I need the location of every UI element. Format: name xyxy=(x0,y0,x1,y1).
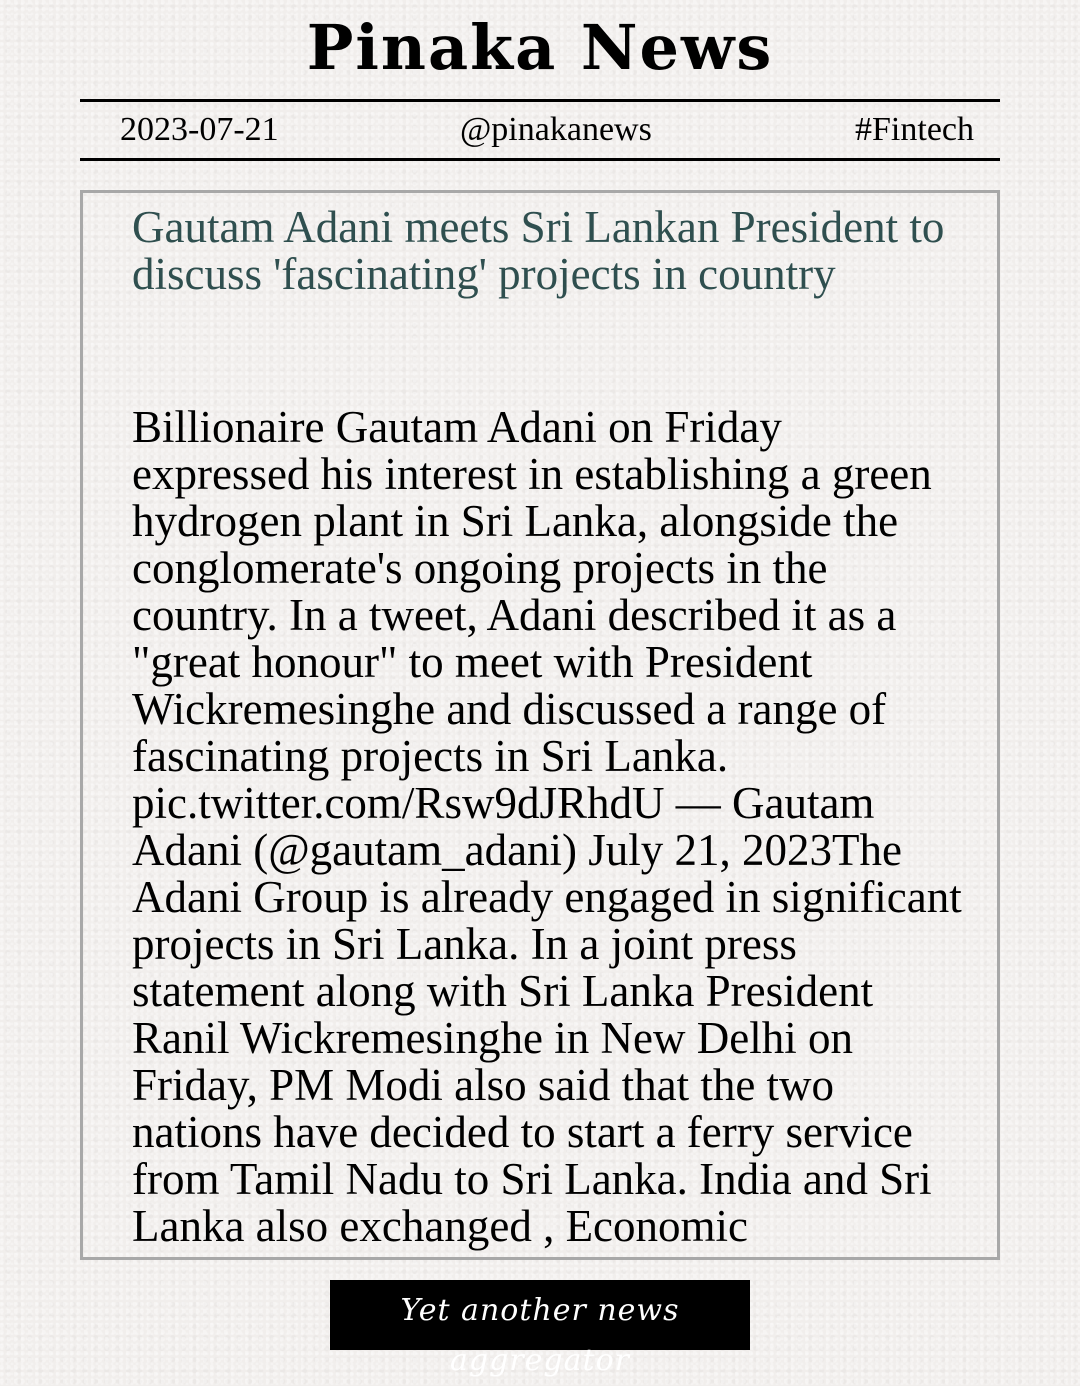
footer-tagline: Yet another news aggregator xyxy=(400,1293,680,1378)
publish-date: 2023-07-21 xyxy=(120,111,279,148)
article-body: Billionaire Gautam Adani on Friday expressed his interest in establishing a green hydrogen plant in Sri Lanka, alongside the conglomerate's ongoing projects in the country. In a tweet, Adani described it as a "great honour" to meet with President Wickremesinghe and discussed a range of fascinating projects in Sri Lanka. pic.twitter.com/Rsw9dJRhdU — Gautam Adani (@gautam_adani) July 21, 2023The Adani Group is already engaged in significant projects in Sri Lanka. In a joint press statement along with Sri Lanka President Ranil Wickremesinghe in New Delhi on Friday, PM Modi also said that the two nations have decided to start a ferry service from Tamil Nadu to Sri Lanka. India and Sri Lanka also exchanged , Economic xyxy=(132,402,962,1251)
category-tag: #Fintech xyxy=(855,111,974,148)
masthead-rule-top xyxy=(80,99,1000,102)
masthead-title: Pinaka News xyxy=(306,11,774,84)
footer-band xyxy=(330,1280,750,1378)
article-headline: Gautam Adani meets Sri Lankan President to discuss 'fascinating' projects in country xyxy=(132,202,945,299)
masthead-rule-bottom xyxy=(80,158,1000,161)
social-handle: @pinakanews xyxy=(460,111,652,148)
